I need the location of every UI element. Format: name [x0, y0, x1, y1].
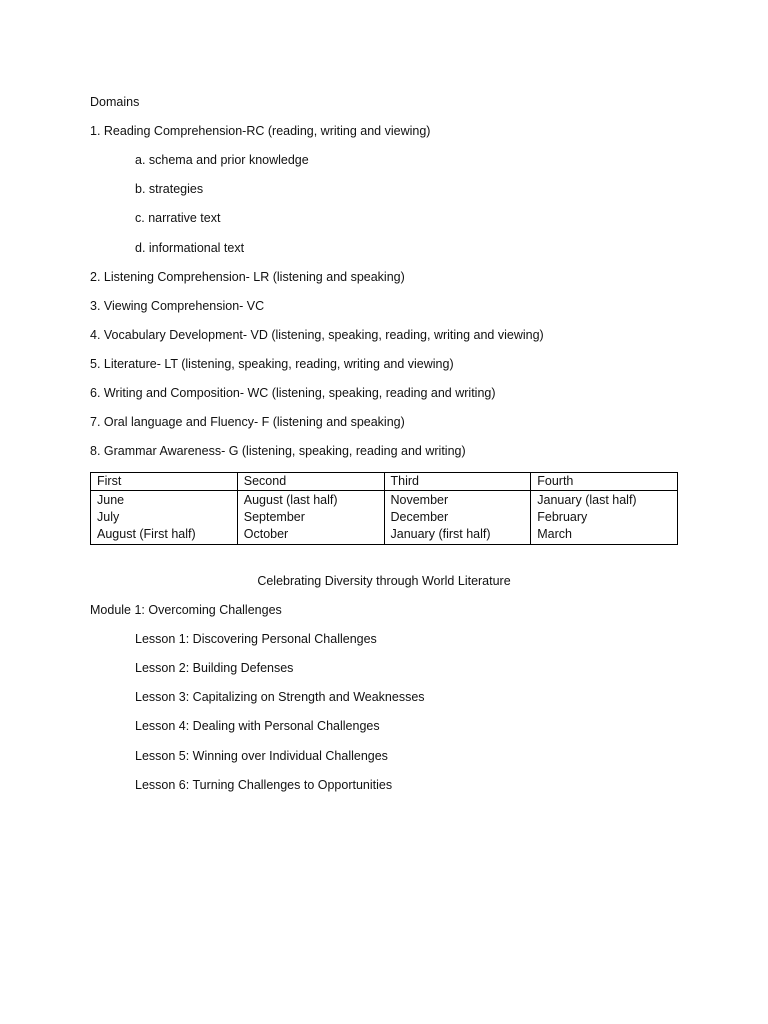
- domain-item-writing: 6. Writing and Composition- WC (listening, speaking, reading and writing): [90, 386, 496, 400]
- domain-item-listening: 2. Listening Comprehension- LR (listening and speaking): [90, 270, 405, 284]
- domain-item-vocabulary: 4. Vocabulary Development- VD (listening, speaking, reading, writing and viewing): [90, 328, 544, 342]
- month: December: [390, 510, 449, 524]
- month: June: [97, 493, 125, 507]
- header-first: First: [91, 473, 238, 491]
- curriculum-title: Celebrating Diversity through World Literature: [257, 574, 511, 588]
- lesson-item: Lesson 5: Winning over Individual Challenges: [135, 749, 388, 763]
- quarters-table: [90, 472, 678, 545]
- cell-second: [237, 491, 384, 545]
- domain-subitem-strategies: b. strategies: [135, 182, 204, 196]
- table-header-row: [91, 473, 678, 491]
- domains-heading: Domains: [90, 95, 140, 109]
- header-fourth: Fourth: [531, 473, 678, 491]
- domain-subitem-informational: d. informational text: [135, 241, 245, 255]
- lesson-item: Lesson 4: Dealing with Personal Challenges: [135, 719, 380, 733]
- domain-subitem-schema: a. schema and prior knowledge: [135, 153, 309, 167]
- month: September: [243, 510, 305, 524]
- month: March: [537, 527, 572, 541]
- month: July: [97, 510, 120, 524]
- domain-subitem-narrative: c. narrative text: [135, 211, 221, 225]
- month: January (first half): [390, 527, 491, 541]
- table-row: [91, 491, 678, 545]
- month: November: [390, 493, 449, 507]
- month: February: [537, 510, 588, 524]
- month: August (last half): [243, 493, 338, 507]
- module-title: Module 1: Overcoming Challenges: [90, 603, 282, 617]
- month: October: [243, 527, 289, 541]
- domain-item-oral-language: 7. Oral language and Fluency- F (listening and speaking): [90, 415, 405, 429]
- domain-item-reading: 1. Reading Comprehension-RC (reading, writing and viewing): [90, 124, 431, 138]
- header-second: Second: [237, 473, 384, 491]
- cell-fourth: [531, 491, 678, 545]
- lesson-item: Lesson 3: Capitalizing on Strength and Weaknesses: [135, 690, 425, 704]
- domain-item-grammar: 8. Grammar Awareness- G (listening, speaking, reading and writing): [90, 444, 466, 458]
- month: August (First half): [97, 527, 196, 541]
- domain-item-literature: 5. Literature- LT (listening, speaking, reading, writing and viewing): [90, 357, 454, 371]
- cell-third: [384, 491, 531, 545]
- lesson-item: Lesson 1: Discovering Personal Challenges: [135, 632, 377, 646]
- cell-first: [91, 491, 238, 545]
- month: January (last half): [537, 493, 637, 507]
- lesson-item: Lesson 2: Building Defenses: [135, 661, 294, 675]
- domain-item-viewing: 3. Viewing Comprehension- VC: [90, 299, 265, 313]
- lesson-item: Lesson 6: Turning Challenges to Opportunities: [135, 778, 393, 792]
- header-third: Third: [384, 473, 531, 491]
